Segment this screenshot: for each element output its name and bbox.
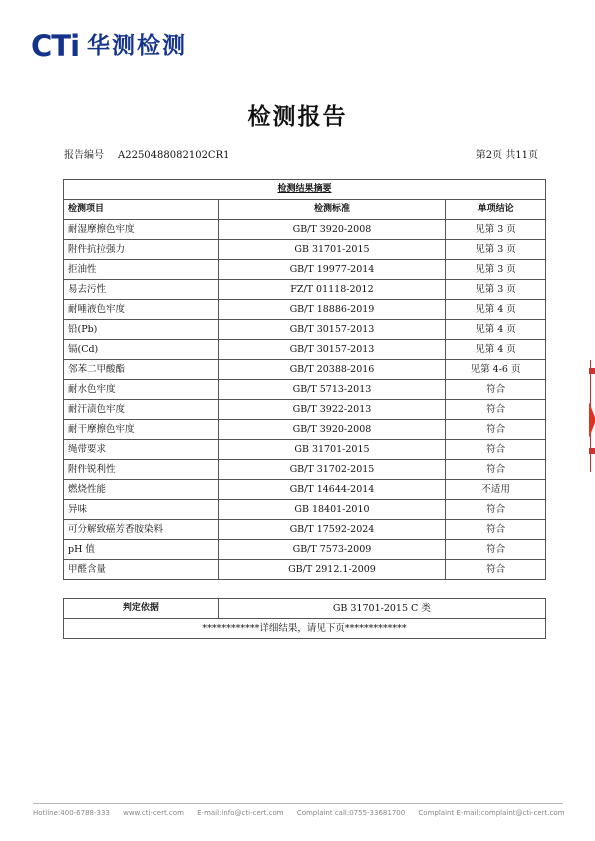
table-row	[64, 220, 546, 240]
test-conclusion: 见第 3 页	[446, 260, 546, 280]
test-conclusion: 符合	[446, 540, 546, 560]
test-item: 拒油性	[64, 260, 219, 280]
test-conclusion: 不适用	[446, 480, 546, 500]
test-conclusion: 见第 4-6 页	[446, 360, 546, 380]
table-row	[64, 500, 546, 520]
test-standard: GB/T 30157-2013	[218, 320, 445, 340]
test-conclusion: 符合	[446, 420, 546, 440]
test-item: 耐水色牢度	[64, 380, 219, 400]
table-row	[64, 440, 546, 460]
test-conclusion: 见第 3 页	[446, 220, 546, 240]
test-item: 镉(Cd)	[64, 340, 219, 360]
cti-logo	[31, 30, 187, 62]
test-standard: GB/T 19977-2014	[218, 260, 445, 280]
page-info: 第2页 共11页	[475, 150, 538, 161]
test-standard: GB 31701-2015	[218, 440, 445, 460]
logo-text: CTi	[31, 29, 80, 63]
table-row	[64, 260, 546, 280]
footer-website[interactable]: www.cti-cert.com	[123, 809, 184, 817]
test-standard: GB/T 7573-2009	[218, 540, 445, 560]
basis-table	[63, 598, 546, 639]
test-standard: GB/T 3920-2008	[218, 420, 445, 440]
report-number-label: 报告编号	[64, 150, 104, 161]
test-standard: GB/T 2912.1-2009	[218, 560, 445, 580]
test-conclusion: 见第 4 页	[446, 300, 546, 320]
test-item: 附件锐利性	[64, 460, 219, 480]
test-standard: GB/T 20388-2016	[218, 360, 445, 380]
test-standard: GB 18401-2010	[218, 500, 445, 520]
basis-value: GB 31701-2015 C 类	[218, 599, 545, 619]
test-standard: GB/T 31702-2015	[218, 460, 445, 480]
footer-complaint-call: Complaint call:0755-33681700	[296, 809, 406, 817]
table-row	[64, 460, 546, 480]
header-standard: 检测标准	[218, 200, 445, 220]
table-row	[64, 380, 546, 400]
summary-table	[63, 179, 546, 580]
test-item: 耐汗渍色牢度	[64, 400, 219, 420]
test-item: 邻苯二甲酸酯	[64, 360, 219, 380]
table-row	[64, 280, 546, 300]
table-row	[64, 420, 546, 440]
report-number	[64, 146, 229, 161]
header-item: 检测项目	[64, 200, 219, 220]
test-conclusion: 见第 4 页	[446, 320, 546, 340]
basis-label: 判定依据	[64, 599, 219, 619]
test-item: 耐干摩擦色牢度	[64, 420, 219, 440]
test-item: 附件抗拉强力	[64, 240, 219, 260]
test-standard: GB/T 5713-2013	[218, 380, 445, 400]
report-number-value: A2250488082102CR1	[118, 150, 230, 161]
table-row	[64, 560, 546, 580]
test-conclusion: 见第 3 页	[446, 280, 546, 300]
test-item: 异味	[64, 500, 219, 520]
test-standard: GB/T 14644-2014	[218, 480, 445, 500]
table-row	[64, 320, 546, 340]
test-conclusion: 符合	[446, 520, 546, 540]
test-standard: GB/T 18886-2019	[218, 300, 445, 320]
test-item: pH 值	[64, 540, 219, 560]
footer	[33, 809, 573, 817]
test-conclusion: 见第 4 页	[446, 340, 546, 360]
test-standard: FZ/T 01118-2012	[218, 280, 445, 300]
test-item: 耐唾液色牢度	[64, 300, 219, 320]
test-conclusion: 符合	[446, 380, 546, 400]
test-item: 绳带要求	[64, 440, 219, 460]
table-row	[64, 340, 546, 360]
test-item: 可分解致癌芳香胺染料	[64, 520, 219, 540]
test-conclusion: 符合	[446, 400, 546, 420]
test-item: 易去污性	[64, 280, 219, 300]
table-row	[64, 240, 546, 260]
test-conclusion: 符合	[446, 560, 546, 580]
header-conclusion: 单项结论	[446, 200, 546, 220]
test-item: 甲醛含量	[64, 560, 219, 580]
test-standard: GB/T 30157-2013	[218, 340, 445, 360]
table-row	[64, 540, 546, 560]
test-item: 耐湿摩擦色牢度	[64, 220, 219, 240]
test-standard: GB/T 3922-2013	[218, 400, 445, 420]
table-row	[64, 400, 546, 420]
test-standard: GB/T 17592-2024	[218, 520, 445, 540]
test-conclusion: 符合	[446, 500, 546, 520]
test-conclusion: 见第 3 页	[446, 240, 546, 260]
footer-hotline: Hotline:400-6788-333	[33, 809, 110, 817]
test-standard: GB 31701-2015	[218, 240, 445, 260]
table-row	[64, 300, 546, 320]
footer-complaint-email[interactable]: Complaint E-mail:complaint@cti-cert.com	[418, 809, 565, 817]
table-row	[64, 520, 546, 540]
table-row	[64, 360, 546, 380]
table-row	[64, 480, 546, 500]
test-standard: GB/T 3920-2008	[218, 220, 445, 240]
basis-note: ************详细结果，请见下页*************	[64, 619, 546, 639]
footer-email[interactable]: E-mail:info@cti-cert.com	[197, 809, 284, 817]
logo-chinese-name: 华测检测	[87, 33, 188, 59]
footer-divider	[33, 803, 563, 804]
test-conclusion: 符合	[446, 440, 546, 460]
test-item: 铅(Pb)	[64, 320, 219, 340]
summary-caption: 检测结果摘要	[64, 180, 546, 200]
report-title: 检测报告	[247, 103, 348, 130]
test-item: 燃烧性能	[64, 480, 219, 500]
test-conclusion: 符合	[446, 460, 546, 480]
seal-stamp-edge	[588, 360, 595, 472]
